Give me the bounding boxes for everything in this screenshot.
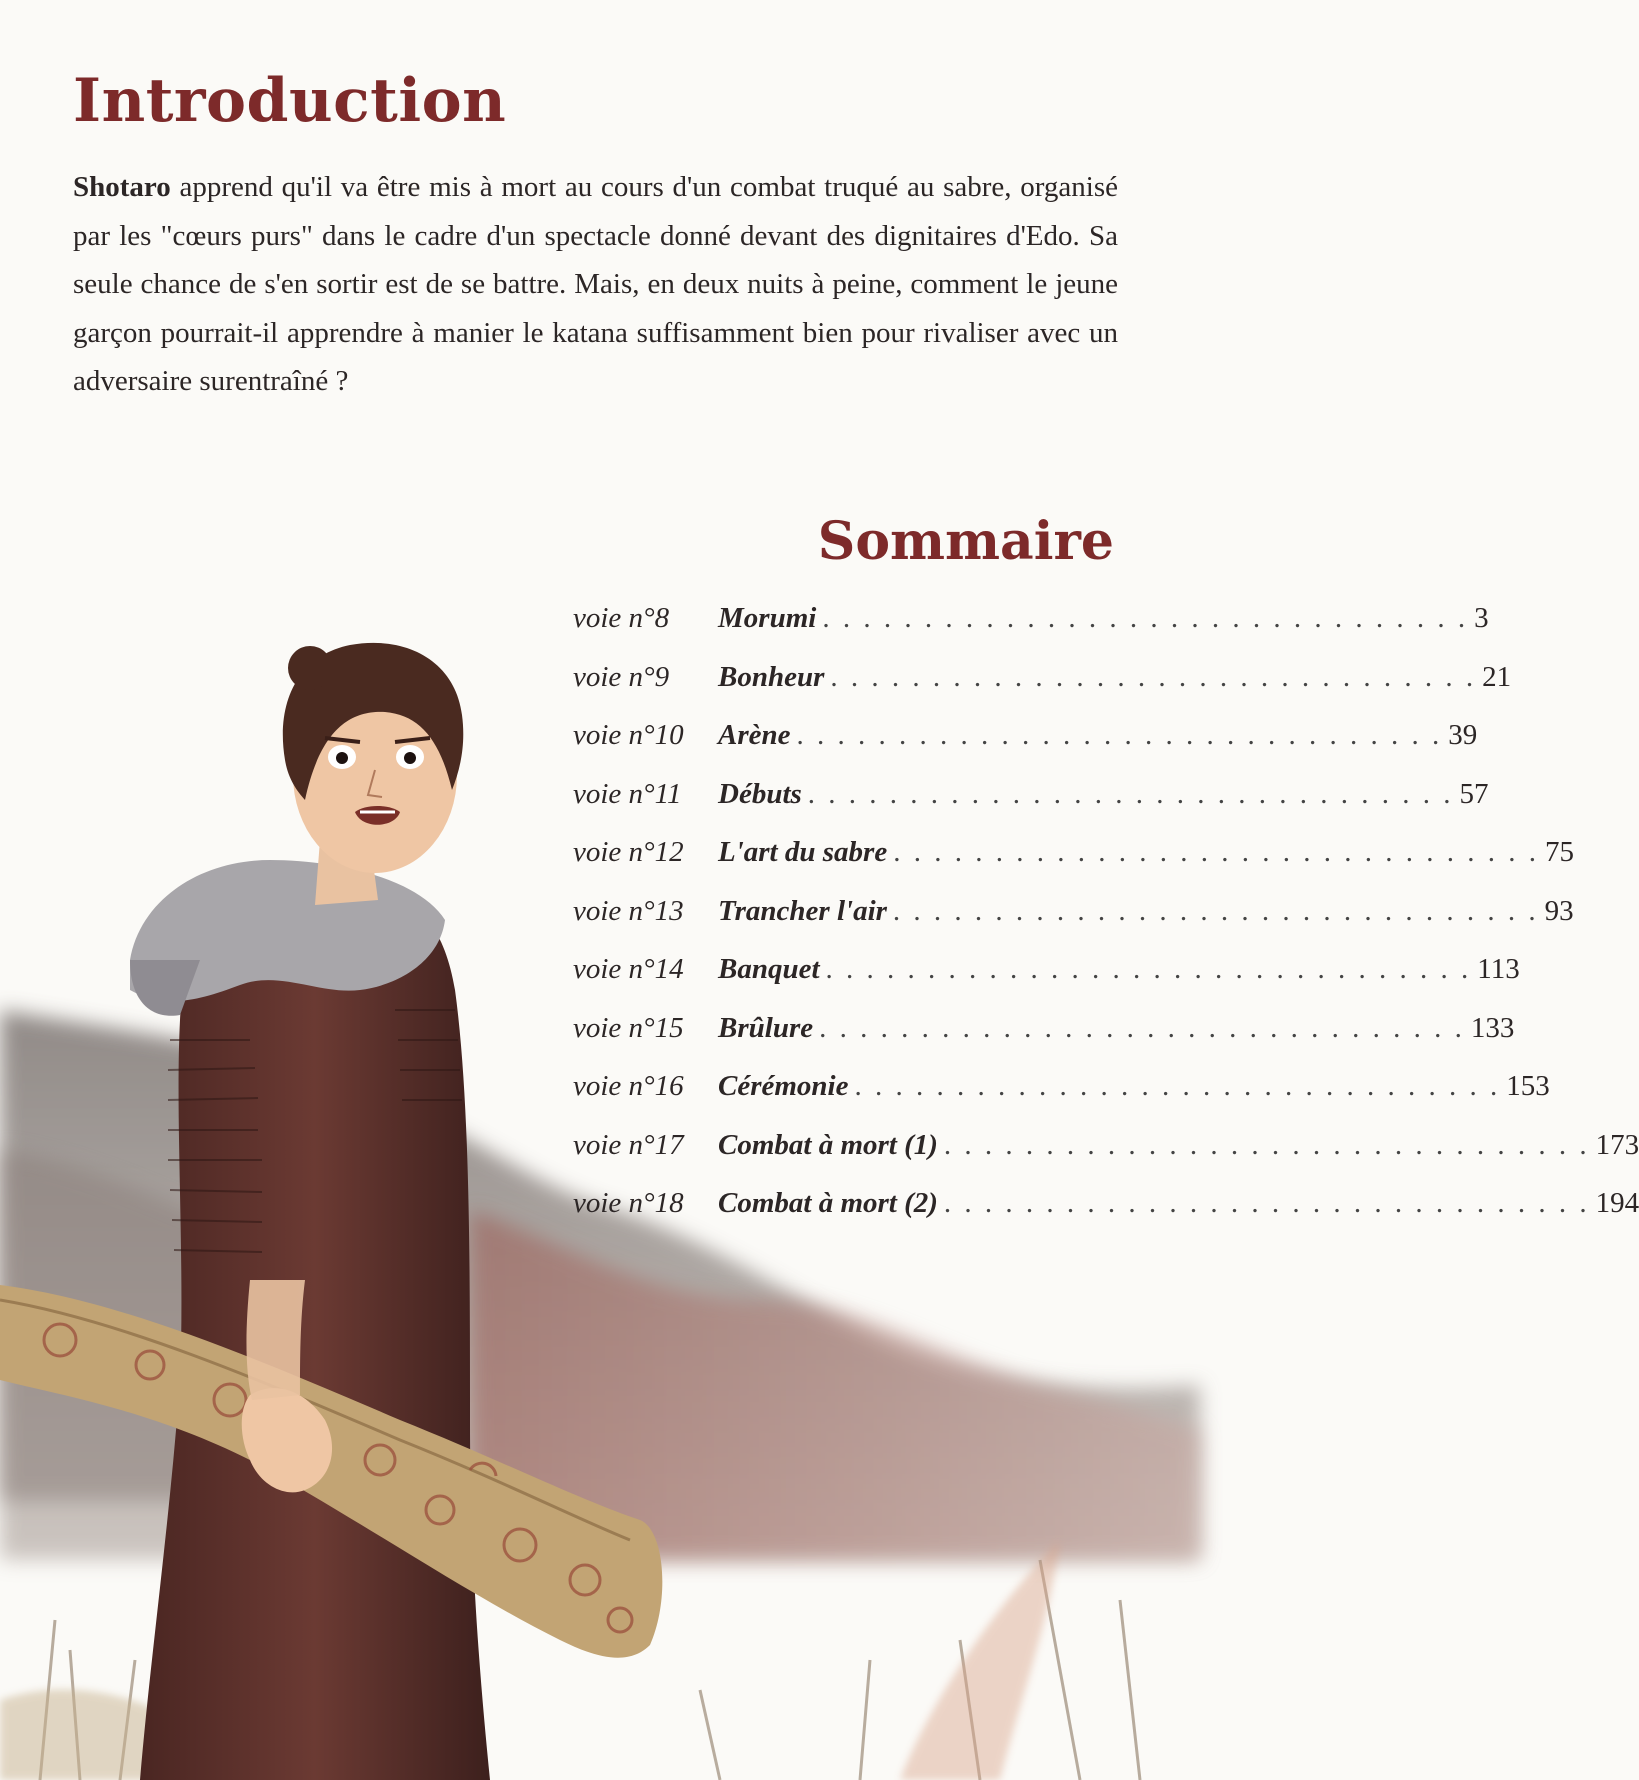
toc-entry-number: voie n°17 (573, 1128, 684, 1161)
toc-entry (573, 660, 1512, 720)
toc-entry-number: voie n°12 (573, 836, 684, 868)
toc-entry-page: 39 (1448, 719, 1478, 751)
toc-entry (573, 602, 1489, 661)
toc-dot-leader: . . . . . . . . . . . . . . . . . . . . . . . . . . . . . . . . (943, 1128, 1590, 1161)
toc-entry-page: 75 (1544, 836, 1574, 868)
toc-entry-page: 3 (1474, 602, 1489, 634)
toc-entry-page: 113 (1477, 953, 1520, 985)
toc-dot-leader: . . . . . . . . . . . . . . . . . . . . . . . . . . . . . . . . (807, 777, 1454, 810)
toc-entry-number: voie n°10 (573, 719, 684, 751)
toc-entry-page: 194 (1595, 1187, 1639, 1219)
toc-dot-leader: . . . . . . . . . . . . . . . . . . . . . . . . . . . . . . . . (893, 836, 1539, 868)
toc-dot-leader: . . . . . . . . . . . . . . . . . . . . . . . . . . . . . . . . (943, 1187, 1590, 1219)
introduction-body: apprend qu'il va être mis à mort au cours d'un combat truqué au sabre, organisé par les "cœurs purs" dans le cadre d'un spectacle donné devant des dignitaires d'Edo. Sa seule chance de s'en sortir est de se battre. Mais, en deux nuits à peine, comment le jeune garçon pourrait-il apprendre à manier le katana suffisamment bien pour rivaliser avec un adversaire surentraîné ? (73, 171, 1118, 398)
table-of-contents (573, 602, 1639, 1246)
table-of-contents-heading: Sommaire (817, 511, 1114, 572)
toc-entry-title: Arène (718, 719, 791, 751)
toc-dot-leader: . . . . . . . . . . . . . . . . . . . . . . . . . . . . . . . . (854, 1070, 1501, 1102)
toc-entry (573, 777, 1489, 837)
toc-entry-title: Brûlure (718, 1011, 814, 1044)
toc-entry-title: Banquet (718, 953, 820, 985)
toc-dot-leader: . . . . . . . . . . . . . . . . . . . . . . . . . . . . . . . . (822, 602, 1469, 634)
toc-entry-page: 57 (1459, 777, 1489, 810)
toc-entry-title: Débuts (718, 777, 802, 810)
toc-entry (573, 1128, 1639, 1188)
toc-dot-leader: . . . . . . . . . . . . . . . . . . . . . . . . . . . . . . . . (830, 660, 1477, 693)
toc-entry (573, 1011, 1515, 1071)
toc-entry (573, 1187, 1639, 1246)
toc-entry (573, 1070, 1550, 1129)
toc-entry-number: voie n°16 (573, 1070, 684, 1102)
toc-dot-leader: . . . . . . . . . . . . . . . . . . . . . . . . . . . . . . . . (892, 894, 1539, 927)
toc-entry-number: voie n°11 (573, 777, 682, 810)
toc-entry (573, 894, 1574, 954)
toc-entry-number: voie n°13 (573, 894, 684, 927)
toc-entry-number: voie n°8 (573, 602, 670, 634)
toc-entry-page: 93 (1544, 894, 1574, 927)
toc-entry (573, 953, 1520, 1012)
character-name: Shotaro (73, 171, 171, 203)
toc-entry-number: voie n°15 (573, 1011, 684, 1044)
toc-entry-title: L'art du sabre (718, 836, 888, 868)
toc-dot-leader: . . . . . . . . . . . . . . . . . . . . . . . . . . . . . . . . (819, 1011, 1465, 1044)
toc-entry-page: 153 (1506, 1070, 1550, 1102)
toc-entry-page: 21 (1482, 660, 1512, 693)
toc-entry-number: voie n°14 (573, 953, 684, 985)
introduction-heading: Introduction (73, 66, 507, 136)
toc-entry (573, 836, 1574, 895)
toc-entry-page: 173 (1595, 1128, 1639, 1161)
toc-entry-title: Combat à mort (1) (718, 1128, 938, 1161)
toc-entry-number: voie n°9 (573, 660, 670, 693)
toc-entry-title: Trancher l'air (718, 894, 887, 927)
introduction-paragraph (73, 163, 1118, 406)
toc-entry-page: 133 (1470, 1011, 1515, 1044)
toc-entry-title: Bonheur (718, 660, 825, 693)
toc-entry-number: voie n°18 (573, 1187, 684, 1219)
toc-entry-title: Morumi (718, 602, 817, 634)
toc-entry-title: Combat à mort (2) (718, 1187, 938, 1219)
toc-entry-title: Cérémonie (718, 1070, 849, 1102)
toc-dot-leader: . . . . . . . . . . . . . . . . . . . . . . . . . . . . . . . . (825, 953, 1472, 985)
toc-dot-leader: . . . . . . . . . . . . . . . . . . . . . . . . . . . . . . . . (796, 719, 1443, 751)
toc-entry (573, 719, 1478, 778)
